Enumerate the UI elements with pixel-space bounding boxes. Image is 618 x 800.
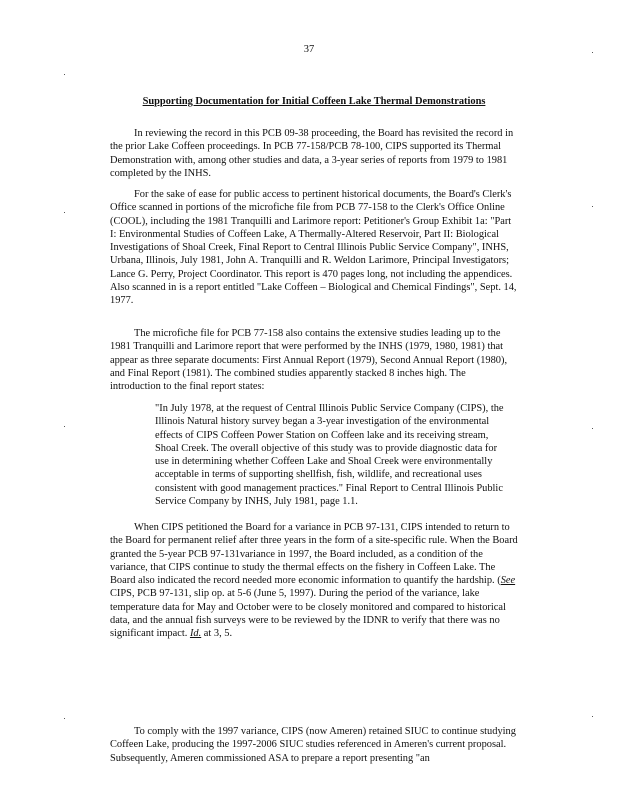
paragraph-4-text [110,521,518,641]
paragraph-5-text: To comply with the 1997 variance, CIPS (now Ameren) retained SIUC to continue studying Coffeen Lake, producing the 1997-2006 SIUC studies referenced in Ameren's current proposal. Subsequently, Ameren commissioned ASA to prepare a report presenting "an [110,726,516,764]
scan-mark [64,426,65,427]
scan-mark [64,718,65,719]
paragraph-1 [110,127,518,180]
scan-mark [64,212,65,213]
paragraph-1-text: In reviewing the record in this PCB 09-38 proceeding, the Board has revisited the record in the prior Lake Coffeen proceedings. In PCB 77-158/PCB 78-100, CIPS supported its Thermal Demonstration with, among other studies and data, a 3-year series of reports from 1979 to 1981 completed by the INHS. [110,128,514,179]
paragraph-3 [110,327,518,393]
page-number: 37 [303,44,315,55]
scan-mark [64,74,65,75]
paragraph-4-part-c: at 3, 5. [201,628,233,640]
citation-see: See [500,575,516,587]
paragraph-5 [110,725,518,765]
section-title: Supporting Documentation for Initial Coffeen Lake Thermal Demonstrations [142,96,486,107]
scan-mark [592,428,593,429]
paragraph-2 [110,188,518,308]
paragraph-4 [110,521,518,641]
paragraph-4-part-b: CIPS, PCB 97-131, slip op. at 5-6 (June 5, 1997). During the period of the variance, lake temperature data for May and October were to be closely monitored and compared to historical data, and the annual fish surveys were to be reviewed by the IDNR to verify that there was no significant impact. [110,588,506,640]
block-quote [155,402,505,508]
block-quote-text: "In July 1978, at the request of Central Illinois Public Service Company (CIPS), the Illinois Natural history survey began a 3-year investigation of the environmental effects of CIPS Coffeen Power Station on Coffeen lake and its receiving stream, Shoal Creek. The overall objective of this study was to provide diagnostic data for use in determining whether Coffeen Lake and Shoal Creek were environmentally acceptable in terms of supporting shellfish, fish, wildlife, and recreational uses consistent with good management practices." Final Report to Central Illinois Public Service Company by INHS, July 1981, page 1.1. [155,403,504,508]
paragraph-3-text: The microfiche file for PCB 77-158 also contains the extensive studies leading up to the 1981 Tranquilli and Larimore report that were performed by the INHS (1979, 1980, 1981) that appear as three separate documents: First Annual Report (1979), Second Annual Report (1980), and Final Report (1981). The combined studies apparently stacked 8 inches high. The introduction to the final report states: [110,328,508,393]
citation-id: Id. [189,628,202,640]
paragraph-4-part-a: When CIPS petitioned the Board for a variance in PCB 97-131, CIPS intended to return to the Board for permanent relief after three years in the form of a site-specific rule. When the Board granted the 5-year PCB 97-131variance in 1997, the Board included, as a condition of the variance, that CIPS continue to study the thermal effects on the fishery in Coffeen Lake. The Board also indicated the record needed more economic information to quantify the hardship. ( [110,522,518,587]
scan-mark [592,206,593,207]
paragraph-2-text: For the sake of ease for public access to pertinent historical documents, the Board's Clerk's Office scanned in portions of the microfiche file from PCB 77-158 to the Clerk's Office Online (COOL), including the 1981 Tranquilli and Larimore report: Petitioner's Group Exhibit 1a: "Part I: Environmental Studies of Coffeen Lake, A Thermally-Altered Reservoir, Part II: Biological Investigations of Shoal Creek, Final Report to Central Illinois Public Service Company", INHS, Urbana, Illinois, July 1981, John A. Tranquilli and R. Weldon Larimore, Principal Investigators; Lance G. Perry, Project Coordinator. This report is 470 pages long, not including the appendices. Also scanned in is a report entitled "Lake Coffeen – Biological and Chemical Findings", Sept. 14, 1977. [110,189,517,307]
scan-mark [592,716,593,717]
